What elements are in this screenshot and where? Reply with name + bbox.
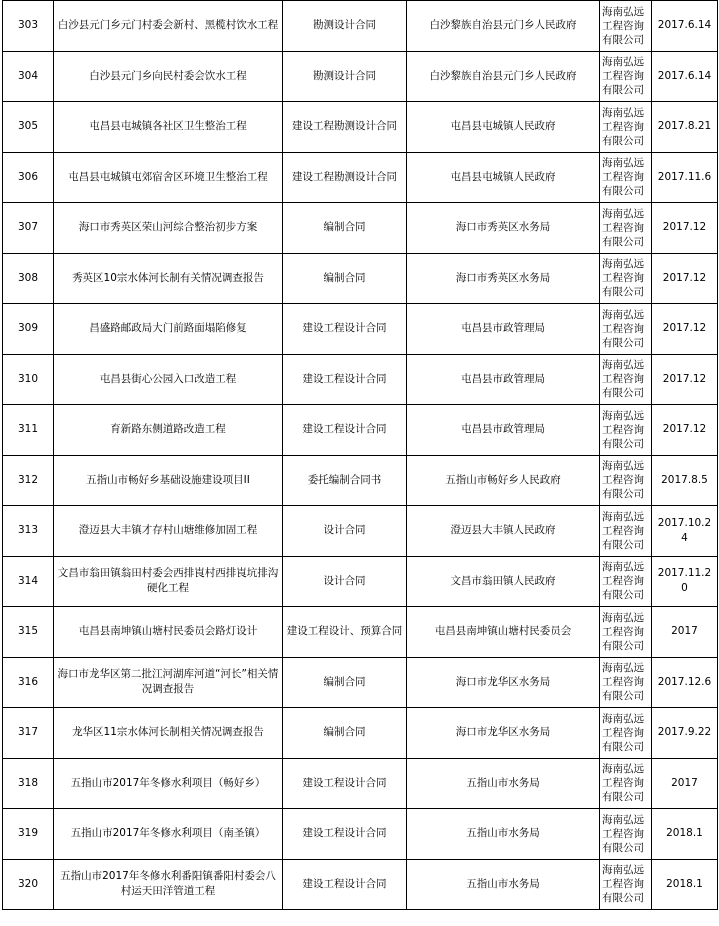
company-name: 海南弘远工程咨询有限公司 <box>600 809 652 860</box>
project-name: 育新路东侧道路改造工程 <box>54 405 283 456</box>
contract-type: 建设工程设计合同 <box>283 809 407 860</box>
contract-date: 2017.12 <box>652 405 718 456</box>
company-name: 海南弘远工程咨询有限公司 <box>600 1 652 52</box>
contract-type: 编制合同 <box>283 708 407 759</box>
contract-type: 编制合同 <box>283 253 407 304</box>
contract-type: 建设工程勘测设计合同 <box>283 152 407 203</box>
project-name: 五指山市2017年冬修水利项目（畅好乡） <box>54 758 283 809</box>
contract-date: 2017.12 <box>652 253 718 304</box>
row-number: 305 <box>3 102 54 153</box>
contract-date: 2017.12 <box>652 304 718 355</box>
contract-type: 设计合同 <box>283 506 407 557</box>
company-name: 海南弘远工程咨询有限公司 <box>600 657 652 708</box>
contract-date: 2018.1 <box>652 859 718 910</box>
project-name: 昌盛路邮政局大门前路面塌陷修复 <box>54 304 283 355</box>
client-name: 屯昌县市政管理局 <box>407 405 600 456</box>
contract-date: 2017.11.6 <box>652 152 718 203</box>
client-name: 屯昌县屯城镇人民政府 <box>407 152 600 203</box>
row-number: 309 <box>3 304 54 355</box>
company-name: 海南弘远工程咨询有限公司 <box>600 758 652 809</box>
table-row <box>3 203 718 254</box>
row-number: 319 <box>3 809 54 860</box>
client-name: 屯昌县市政管理局 <box>407 354 600 405</box>
table-row <box>3 809 718 860</box>
table-row <box>3 405 718 456</box>
client-name: 海口市龙华区水务局 <box>407 708 600 759</box>
contract-type: 勘测设计合同 <box>283 51 407 102</box>
row-number: 314 <box>3 556 54 607</box>
company-name: 海南弘远工程咨询有限公司 <box>600 152 652 203</box>
row-number: 317 <box>3 708 54 759</box>
contract-date: 2017.12 <box>652 203 718 254</box>
client-name: 屯昌县南坤镇山塘村民委员会 <box>407 607 600 658</box>
row-number: 315 <box>3 607 54 658</box>
table-row <box>3 51 718 102</box>
contract-date: 2017.11.20 <box>652 556 718 607</box>
contract-date: 2017.12 <box>652 354 718 405</box>
contract-date: 2017.6.14 <box>652 51 718 102</box>
contract-type: 编制合同 <box>283 203 407 254</box>
contract-date: 2018.1 <box>652 809 718 860</box>
project-name: 海口市秀英区荣山河综合整治初步方案 <box>54 203 283 254</box>
project-name: 海口市龙华区第二批江河湖库河道“河长”相关情况调查报告 <box>54 657 283 708</box>
client-name: 海口市秀英区水务局 <box>407 253 600 304</box>
contracts-table <box>2 0 718 910</box>
project-name: 五指山市2017年冬修水利番阳镇番阳村委会八村运天田洋管道工程 <box>54 859 283 910</box>
company-name: 海南弘远工程咨询有限公司 <box>600 455 652 506</box>
project-name: 屯昌县屯城镇屯郊宿舍区环境卫生整治工程 <box>54 152 283 203</box>
table-row <box>3 607 718 658</box>
client-name: 五指山市水务局 <box>407 859 600 910</box>
contract-type: 建设工程勘测设计合同 <box>283 102 407 153</box>
client-name: 白沙黎族自治县元门乡人民政府 <box>407 51 600 102</box>
contracts-table-body <box>3 1 718 910</box>
table-row <box>3 859 718 910</box>
contract-type: 编制合同 <box>283 657 407 708</box>
contract-date: 2017.6.14 <box>652 1 718 52</box>
client-name: 白沙黎族自治县元门乡人民政府 <box>407 1 600 52</box>
project-name: 屯昌县南坤镇山塘村民委员会路灯设计 <box>54 607 283 658</box>
company-name: 海南弘远工程咨询有限公司 <box>600 506 652 557</box>
table-row <box>3 708 718 759</box>
company-name: 海南弘远工程咨询有限公司 <box>600 354 652 405</box>
row-number: 316 <box>3 657 54 708</box>
row-number: 306 <box>3 152 54 203</box>
project-name: 屯昌县屯城镇各社区卫生整治工程 <box>54 102 283 153</box>
project-name: 龙华区11宗水体河长制相关情况调查报告 <box>54 708 283 759</box>
row-number: 308 <box>3 253 54 304</box>
company-name: 海南弘远工程咨询有限公司 <box>600 708 652 759</box>
contract-type: 建设工程设计合同 <box>283 758 407 809</box>
company-name: 海南弘远工程咨询有限公司 <box>600 203 652 254</box>
table-row <box>3 758 718 809</box>
company-name: 海南弘远工程咨询有限公司 <box>600 51 652 102</box>
company-name: 海南弘远工程咨询有限公司 <box>600 253 652 304</box>
company-name: 海南弘远工程咨询有限公司 <box>600 304 652 355</box>
table-row <box>3 506 718 557</box>
table-row <box>3 102 718 153</box>
contract-date: 2017.12.6 <box>652 657 718 708</box>
project-name: 白沙县元门乡向民村委会饮水工程 <box>54 51 283 102</box>
contract-date: 2017.8.21 <box>652 102 718 153</box>
client-name: 屯昌县市政管理局 <box>407 304 600 355</box>
contract-type: 建设工程设计、预算合同 <box>283 607 407 658</box>
row-number: 307 <box>3 203 54 254</box>
client-name: 海口市秀英区水务局 <box>407 203 600 254</box>
project-name: 文昌市翁田镇翁田村委会西排崀村西排崀坑排沟硬化工程 <box>54 556 283 607</box>
contract-type: 建设工程设计合同 <box>283 304 407 355</box>
table-row <box>3 354 718 405</box>
contract-type: 建设工程设计合同 <box>283 405 407 456</box>
row-number: 312 <box>3 455 54 506</box>
table-row <box>3 253 718 304</box>
table-row <box>3 657 718 708</box>
company-name: 海南弘远工程咨询有限公司 <box>600 859 652 910</box>
project-name: 澄迈县大丰镇才存村山塘维修加固工程 <box>54 506 283 557</box>
contract-date: 2017 <box>652 607 718 658</box>
client-name: 五指山市水务局 <box>407 809 600 860</box>
company-name: 海南弘远工程咨询有限公司 <box>600 405 652 456</box>
client-name: 澄迈县大丰镇人民政府 <box>407 506 600 557</box>
row-number: 303 <box>3 1 54 52</box>
row-number: 313 <box>3 506 54 557</box>
contract-type: 建设工程设计合同 <box>283 354 407 405</box>
company-name: 海南弘远工程咨询有限公司 <box>600 607 652 658</box>
contract-type: 委托编制合同书 <box>283 455 407 506</box>
row-number: 318 <box>3 758 54 809</box>
client-name: 文昌市翁田镇人民政府 <box>407 556 600 607</box>
table-row <box>3 556 718 607</box>
client-name: 屯昌县屯城镇人民政府 <box>407 102 600 153</box>
row-number: 311 <box>3 405 54 456</box>
project-name: 秀英区10宗水体河长制有关情况调查报告 <box>54 253 283 304</box>
table-row <box>3 1 718 52</box>
table-row <box>3 152 718 203</box>
contract-type: 勘测设计合同 <box>283 1 407 52</box>
contract-date: 2017 <box>652 758 718 809</box>
project-name: 五指山市畅好乡基础设施建设项目II <box>54 455 283 506</box>
row-number: 320 <box>3 859 54 910</box>
client-name: 海口市龙华区水务局 <box>407 657 600 708</box>
contract-type: 设计合同 <box>283 556 407 607</box>
project-name: 屯昌县街心公园入口改造工程 <box>54 354 283 405</box>
company-name: 海南弘远工程咨询有限公司 <box>600 102 652 153</box>
client-name: 五指山市水务局 <box>407 758 600 809</box>
row-number: 310 <box>3 354 54 405</box>
row-number: 304 <box>3 51 54 102</box>
contract-date: 2017.10.24 <box>652 506 718 557</box>
table-row <box>3 455 718 506</box>
contract-type: 建设工程设计合同 <box>283 859 407 910</box>
contract-date: 2017.8.5 <box>652 455 718 506</box>
project-name: 白沙县元门乡元门村委会新村、黑榄村饮水工程 <box>54 1 283 52</box>
contract-date: 2017.9.22 <box>652 708 718 759</box>
project-name: 五指山市2017年冬修水利项目（南圣镇） <box>54 809 283 860</box>
client-name: 五指山市畅好乡人民政府 <box>407 455 600 506</box>
table-row <box>3 304 718 355</box>
company-name: 海南弘远工程咨询有限公司 <box>600 556 652 607</box>
